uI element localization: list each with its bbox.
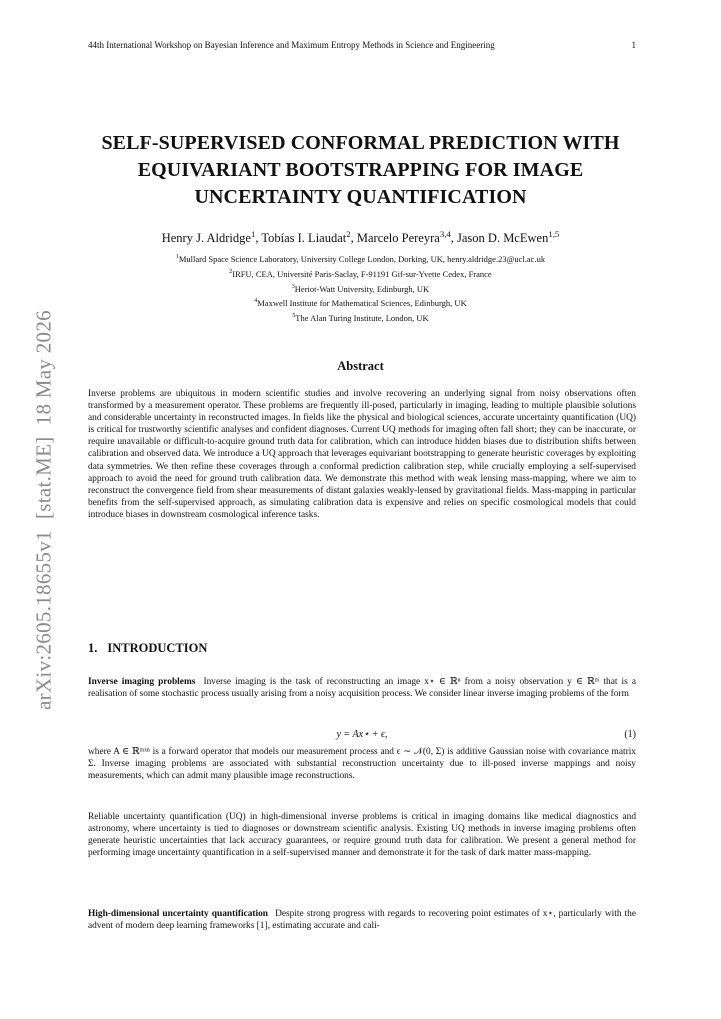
section-heading — [88, 641, 207, 656]
running-header — [88, 40, 636, 50]
running-title: 44th International Workshop on Bayesian Inference and Maximum Entropy Methods in Science and Engineering — [88, 40, 495, 50]
arxiv-identifier: arXiv:2605.18655v1 [stat.ME] 18 May 2026 — [31, 310, 56, 710]
paragraph-text: Inverse imaging is the task of reconstructing an image x⋆ ∈ ℝⁿ from a noisy observation y ∈ ℝᵐ that is a realisation of some stochastic process usually arising from a noisy acquisition process. We consider linear inverse imaging problems of the form — [88, 677, 637, 700]
page-number: 1 — [631, 40, 636, 50]
equation-number: (1) — [624, 729, 636, 740]
affiliation: $^3$Heriot-Watt University, Edinburgh, UK — [291, 283, 430, 294]
equation-body: y = Ax⋆ + ϵ, — [336, 729, 388, 740]
affiliation: $^4$Maxwell Institute for Mathematical Sciences, Edinburgh, UK — [254, 298, 467, 309]
affiliation: $^1$Mullard Space Science Laboratory, University College London, Dorking, UK, henry.aldridge.23@ucl.ac.uk — [175, 254, 546, 264]
title-line: UNCERTAINTY QUANTIFICATION — [194, 186, 527, 208]
title-line: EQUIVARIANT BOOTSTRAPPING FOR IMAGE — [137, 159, 584, 181]
paragraph: where A ∈ ℝᵐˣⁿ is a forward operator that models our measurement process and ϵ ∼ 𝒩(0, Σ) is additive Gaussian noise with covariance matrix Σ. Inverse imaging problems are associated with substantial reconstruction uncertainty due to ill-posed inverse mappings and noisy measurements, which can admit many plausible image reconstructions. — [88, 747, 636, 782]
paper-title — [80, 130, 641, 211]
paragraph-lead: Inverse imaging problems — [88, 677, 196, 687]
abstract-heading: Abstract — [337, 359, 384, 373]
affiliation: $^5$The Alan Turing Institute, London, UK — [292, 313, 429, 324]
title-line: SELF-SUPERVISED CONFORMAL PREDICTION WITH — [101, 132, 620, 154]
paragraph-lead: High-dimensional uncertainty quantification — [88, 909, 269, 919]
affiliation: $^2$IRFU, CEA, Université Paris-Saclay, F-91191 Gif-sur-Yvette Cedex, France — [229, 268, 492, 279]
equation — [88, 729, 636, 743]
section-title: INTRODUCTION — [107, 641, 208, 655]
paragraph-text: Despite strong progress with regards to recovering point estimates of x⋆, particularly with the advent of modern deep learning frameworks [1], estimating accurate and cali- — [88, 909, 637, 932]
abstract-text: Inverse problems are ubiquitous in modern scientific studies and involve recovering an underlying signal from noisy observations often transformed by a measurement operator. These problems are frequently ill-posed, particularly in imaging, leading to multiple plausible solutions and considerable uncertainty in reconstructed images. In fields like the physical and biological sciences, accurate uncertainty quantification (UQ) is critical for trustworthy scientific analyses and confident diagnoses. Current UQ methods for imaging often fall short; they can be inaccurate, or require unavailable or difficult-to-acquire ground truth data for calibration, which can introduce hidden biases due to distribution shifts between calibration and observed data. We introduce a UQ approach that leverages equivariant bootstrapping to generate heuristic coverages by exploiting data symmetries. We then refine these coverages through a conformal prediction calibration step, while crucially employing a self-supervised approach to avoid the need for ground truth calibration data. We demonstrate this method with weak lensing mass-mapping, where we aim to reconstruct the convergence field from shear measurements of distant galaxies weakly-lensed by gravitational fields. Mass-mapping in particular benefits from the self-supervised approach, as simulating calibration data is expensive and relies on specific cosmological models that could introduce biases in downstream cosmological inference tasks. — [88, 389, 636, 520]
author: Marcelo Pereyra$^{3,4}$ — [356, 228, 451, 245]
affiliation-list — [80, 252, 641, 326]
paragraph — [88, 676, 636, 700]
paragraph: Reliable uncertainty quantification (UQ) in high-dimensional inverse problems is critical in imaging domains like medical diagnostics and astronomy, where uncertainty is tied to diagnoses or downstream scientific analysis. Existing UQ methods in inverse imaging problems often generate heuristic uncertainties that lack accuracy guarantees, or require ground truth data for calibration. We present a general method for performing image uncertainty quantification in a self-supervised manner and demonstrate it for the task of dark matter mass-mapping. — [88, 812, 636, 859]
author: Jason D. McEwen$^{1,5}$ — [457, 228, 560, 245]
author-list: Henry J. Aldridge$^1$, Tobías I. Liaudat$^2$, Marcelo Pereyra$^{3,4}$, Jason D. McEwen$^{1,5}$ — [161, 228, 560, 245]
author: Tobías I. Liaudat$^2$ — [261, 228, 351, 245]
section-number: 1. — [88, 641, 98, 655]
author: Henry J. Aldridge$^1$ — [161, 228, 256, 245]
paragraph — [88, 908, 636, 932]
